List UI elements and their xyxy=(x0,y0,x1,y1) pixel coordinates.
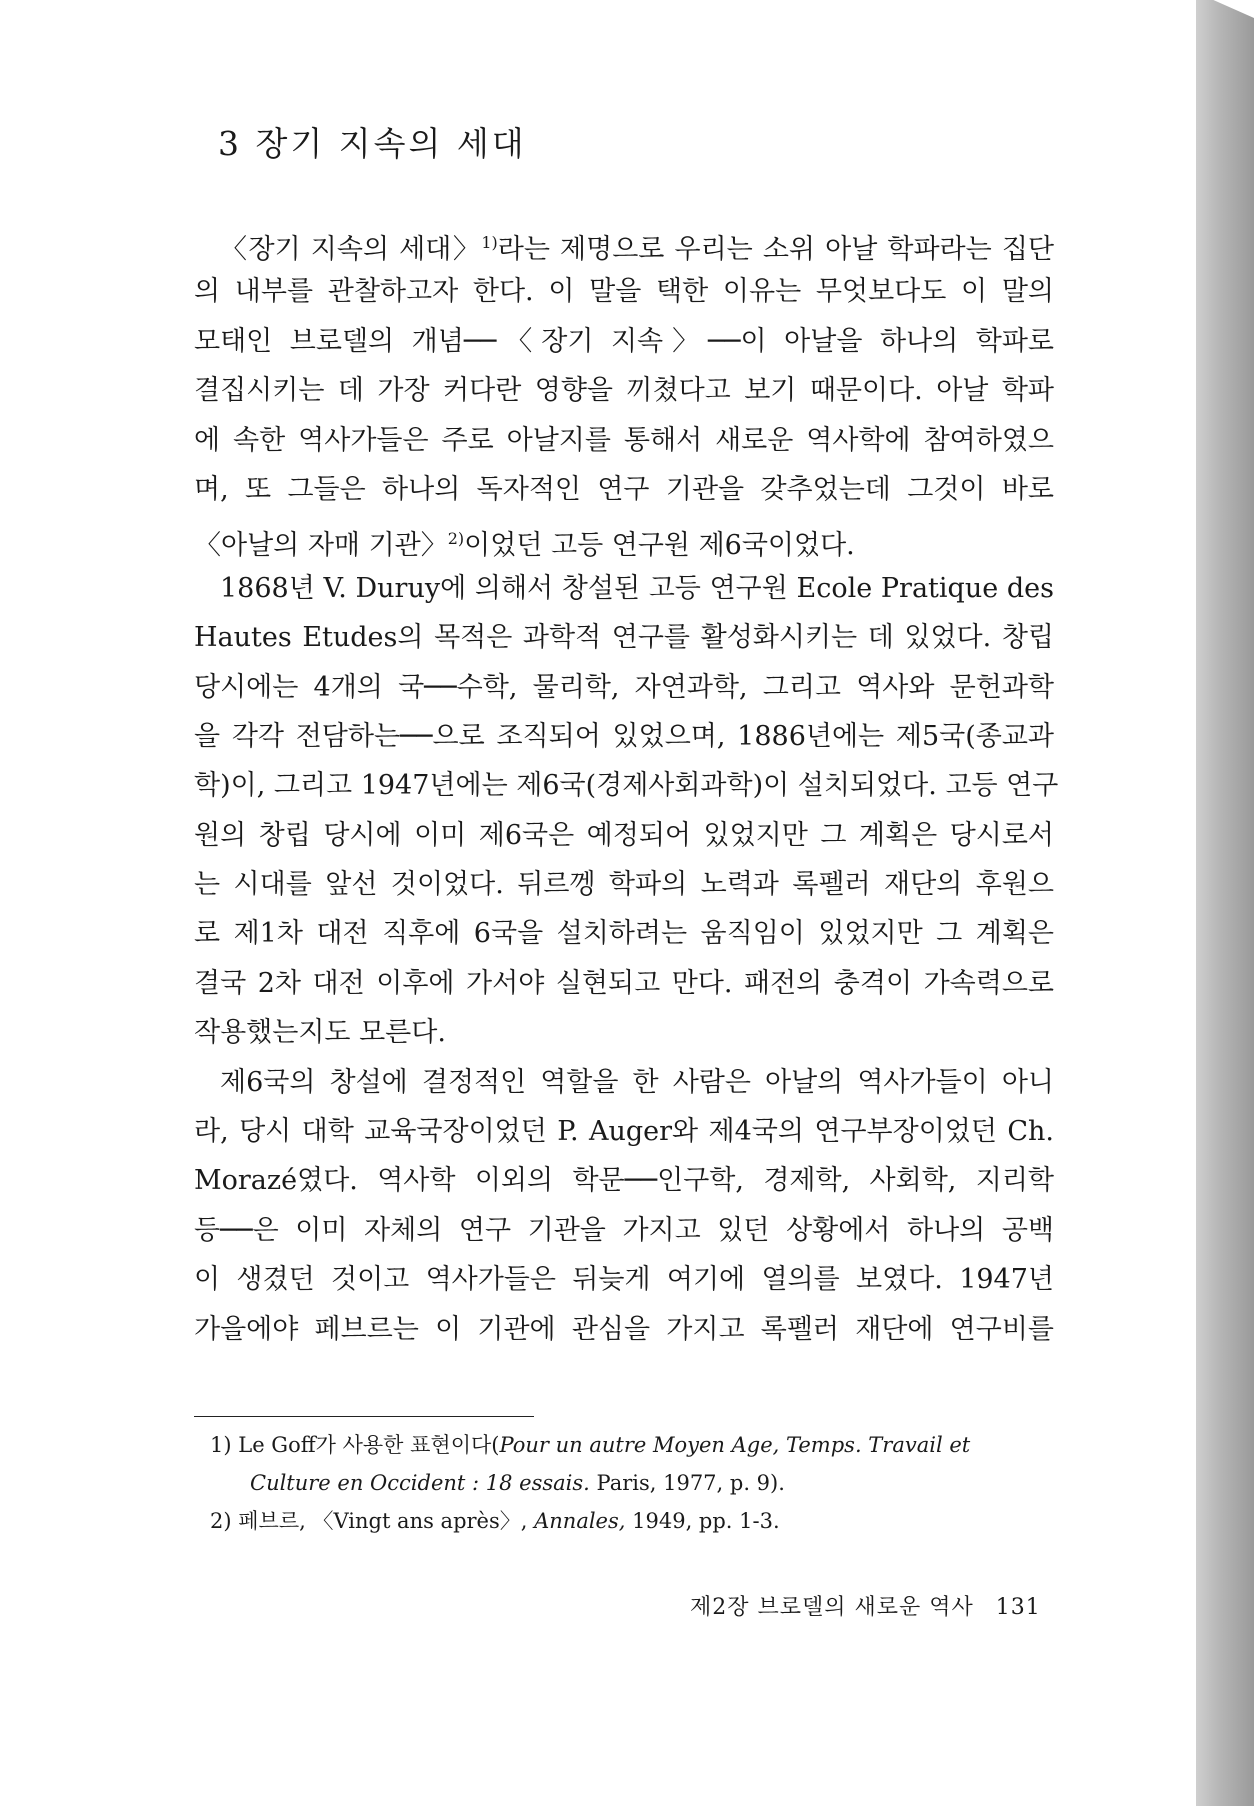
text-line: 결집시키는 데 가장 커다란 영향을 끼쳤다고 보기 때문이다. 아날 학파 xyxy=(194,375,1054,407)
footnote-ref[interactable]: 1) xyxy=(481,233,498,252)
text-line: 에 속한 역사가들은 주로 아날지를 통해서 새로운 역사학에 참여하였으 xyxy=(194,424,1054,456)
footnote-number: 2) xyxy=(210,1509,232,1533)
text-line: 학)이, 그리고 1947년에는 제6국(경제사회과학)이 설치되었다. 고등 연구 xyxy=(194,770,1059,802)
footnote-2: 2) 페브르, 〈Vingt ans après〉, Annales, 1949, pp. 1-3. xyxy=(210,1509,780,1533)
text-line: 며, 또 그들은 하나의 독자적인 연구 기관을 갖추었는데 그것이 바로 xyxy=(194,473,1054,505)
footnote-ref[interactable]: 2) xyxy=(447,529,465,549)
footnotes xyxy=(210,1426,1060,1540)
text-line: Morazé였다. 역사학 이외의 학문──인구학, 경제학, 사회학, 지리학 xyxy=(194,1165,1054,1197)
text-line: 당시에는 4개의 국──수학, 물리학, 자연과학, 그리고 역사와 문헌과학 xyxy=(194,671,1054,703)
text-line: 1868년 V. Duruy에 의해서 창설된 고등 연구원 Ecole Pratique des xyxy=(220,572,1054,604)
text-line: 라, 당시 대학 교육국장이었던 P. Auger와 제4국의 연구부장이었던 Ch. xyxy=(194,1116,1054,1148)
text-line: Hautes Etudes의 목적은 과학적 연구를 활성화시키는 데 있었다. 창립 xyxy=(194,622,1054,654)
text-line: 는 시대를 앞선 것이었다. 뒤르껭 학파의 노력과 록펠러 재단의 후원으 xyxy=(194,869,1054,901)
footnote-number: 1) xyxy=(210,1433,232,1457)
page-number: 131 xyxy=(995,1595,1041,1620)
book-page-edge xyxy=(1196,0,1254,1806)
chapter-title: 제2장 브로델의 새로운 역사 xyxy=(690,1595,974,1620)
text-line: 〈아날의 자매 기관〉$^{2)}$이었던 고등 연구원 제6국이었다. xyxy=(194,529,855,562)
footnote-divider xyxy=(194,1416,534,1417)
text-line: 결국 2차 대전 이후에 가서야 실현되고 만다. 패전의 충격이 가속력으로 xyxy=(194,967,1054,999)
text-line: 작용했는지도 모른다. xyxy=(194,1017,446,1049)
footnote-1: 1) Le Goff가 사용한 표현이다(Pour un autre Moyen Age, Temps. Travail et xyxy=(210,1433,971,1457)
text-line: 원의 창립 당시에 이미 제6국은 예정되어 있었지만 그 계획은 당시로서 xyxy=(194,819,1054,851)
body-text xyxy=(194,218,1059,1354)
text-line: 이 생겼던 것이고 역사가들은 뒤늦게 여기에 열의를 보였다. 1947년 xyxy=(194,1264,1054,1296)
text-line: 을 각각 전담하는──으로 조직되어 있었으며, 1886년에는 제5국(종교과 xyxy=(194,720,1054,752)
text-line: 가을에야 페브르는 이 기관에 관심을 가지고 록펠러 재단에 연구비를 xyxy=(194,1313,1054,1345)
text-line: 제6국의 창설에 결정적인 역할을 한 사람은 아날의 역사가들이 아니 xyxy=(220,1066,1054,1098)
text-line: 등──은 이미 자체의 연구 기관을 가지고 있던 상황에서 하나의 공백 xyxy=(194,1214,1054,1246)
running-footer xyxy=(690,1590,1041,1621)
section-heading: 3 장기 지속의 세대 xyxy=(218,124,527,163)
text-line: 로 제1차 대전 직후에 6국을 설치하려는 움직임이 있었지만 그 계획은 xyxy=(194,918,1054,950)
text-line: 의 내부를 관찰하고자 한다. 이 말을 택한 이유는 무엇보다도 이 말의 xyxy=(194,276,1054,308)
text-line: 〈장기 지속의 세대〉$^{1)}$라는 제명으로 우리는 소위 아날 학파라는 집단 xyxy=(220,233,1054,265)
footnote-1-continued: Culture en Occident : 18 essais. Paris, 1977, p. 9). xyxy=(250,1471,785,1495)
text-line: 모태인 브로델의 개념──〈장기 지속〉──이 아날을 하나의 학파로 xyxy=(194,325,1054,357)
